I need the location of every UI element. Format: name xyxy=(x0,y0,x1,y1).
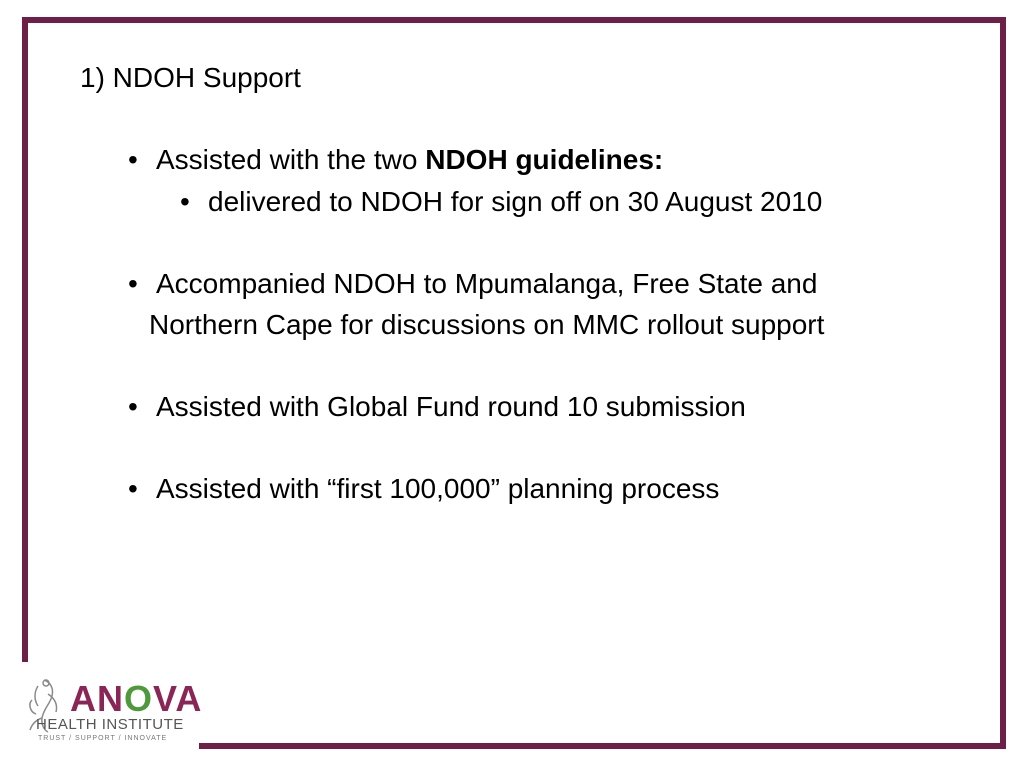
logo-tagline: TRUST / SUPPORT / INNOVATE xyxy=(38,735,168,742)
bullet-dot: • xyxy=(128,144,138,175)
logo-wordmark: ANOVA xyxy=(70,678,203,719)
bullet-text: Assisted with “first 100,000” planning process xyxy=(156,473,720,504)
bullet-text: delivered to NDOH for sign off on 30 August 2010 xyxy=(208,186,823,217)
bullet-global-fund xyxy=(128,387,746,427)
bullet-first-100000 xyxy=(128,469,719,509)
bullet-dot: • xyxy=(128,473,138,504)
bullet-accompanied xyxy=(128,264,817,304)
bullet-text: Accompanied NDOH to Mpumalanga, Free State and xyxy=(156,268,818,299)
bullet-guidelines xyxy=(128,140,663,180)
bullet-dot: • xyxy=(180,186,190,217)
bullet-text: Assisted with Global Fund round 10 submission xyxy=(156,391,746,422)
section-heading: 1) NDOH Support xyxy=(80,62,301,93)
bullet-dot: • xyxy=(128,391,138,422)
bullet-text: Assisted with the two xyxy=(156,144,426,175)
anova-logo xyxy=(24,672,203,750)
bullet-bold-text: NDOH guidelines: xyxy=(425,144,664,175)
bullet-dot: • xyxy=(128,268,138,299)
logo-subtitle: HEALTH INSTITUTE xyxy=(36,716,184,733)
bullet-accompanied-continued: Northern Cape for discussions on MMC rollout support xyxy=(149,309,825,340)
sub-bullet-delivered xyxy=(180,182,822,222)
